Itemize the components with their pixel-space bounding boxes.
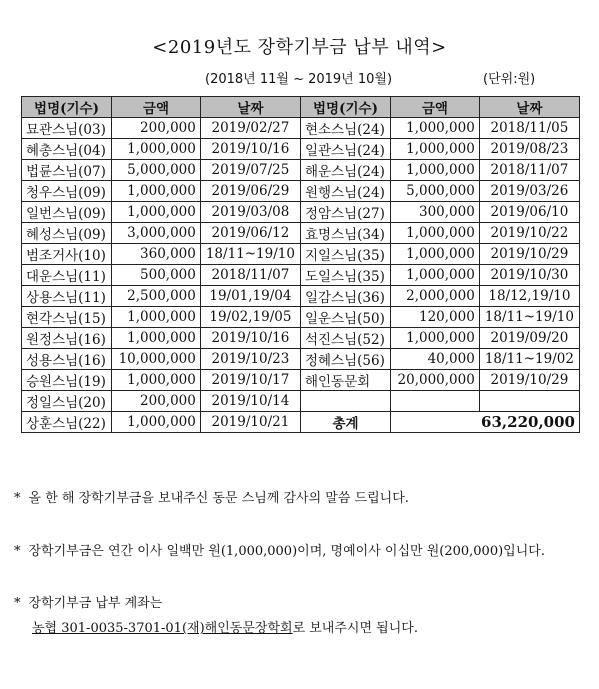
donation-amount: 1,000,000 [112,202,201,223]
donor-name: 일관스님(24) [300,139,390,160]
donation-table [21,96,580,433]
table-row [22,286,580,307]
donation-date: 2019/10/21 [200,412,300,433]
table-row [22,223,580,244]
donor-name: 성용스님(16) [22,349,112,370]
donation-amount: 3,000,000 [112,223,201,244]
donation-amount: 1,000,000 [112,412,201,433]
donation-amount: 40,000 [391,349,480,370]
donor-name: 일운스님(50) [300,307,390,328]
donor-name: 지일스님(35) [300,244,390,265]
donor-name: 일감스님(36) [300,286,390,307]
table-row [22,328,580,349]
donation-date: 2019/10/30 [479,265,579,286]
table-row [22,244,580,265]
note-dues-text: 장학기부금은 연간 이사 일백만 원(1,000,000)이며, 명예이사 이십만 원(200,000)입니다. [28,544,545,559]
donation-amount: 1,000,000 [112,139,201,160]
donation-date: 19/01,19/04 [200,286,300,307]
header-date-right: 날짜 [479,97,579,118]
donor-name: 정혜스님(56) [300,349,390,370]
header-date-left: 날짜 [200,97,300,118]
donor-name: 해인동문회 [300,370,390,391]
donor-name: 혜총스님(04) [22,139,112,160]
donor-name: 효명스님(34) [300,223,390,244]
donor-name: 묘관스님(03) [22,118,112,139]
donation-date: 18/11~19/10 [479,307,579,328]
donation-date: 2019/10/16 [200,139,300,160]
donation-amount: 5,000,000 [391,181,480,202]
donation-amount: 2,000,000 [391,286,480,307]
page-title: <2019년도 장학기부금 납부 내역> [152,37,447,58]
donation-amount: 1,000,000 [391,160,480,181]
donation-date: 18/12,19/10 [479,286,579,307]
note-thanks [14,487,409,506]
donor-name: 현각스님(15) [22,307,112,328]
note-account-intro: 장학기부금 납부 계좌는 [28,596,163,611]
donation-date: 2019/10/23 [200,349,300,370]
donation-amount: 200,000 [112,391,201,412]
note-bullet: * [14,491,21,506]
header-amount-right: 금액 [391,97,480,118]
table-row [22,370,580,391]
total-value: 63,220,000 [391,412,580,433]
donation-amount: 1,000,000 [391,118,480,139]
donation-amount [391,391,480,412]
note-bullet: * [14,544,21,559]
donor-name: 상훈스님(22) [22,412,112,433]
donation-date: 2019/06/29 [200,181,300,202]
donation-amount: 1,000,000 [391,223,480,244]
table-row [22,412,580,433]
donor-name: 혜성스님(09) [22,223,112,244]
donation-amount: 2,500,000 [112,286,201,307]
donation-amount: 120,000 [391,307,480,328]
donor-name: 대운스님(11) [22,265,112,286]
donor-name: 정암스님(27) [300,202,390,223]
donation-amount: 360,000 [112,244,201,265]
unit-label: (단위:원) [483,72,536,87]
donation-date: 18/11~19/10 [200,244,300,265]
note-thanks-text: 올 한 해 장학기부금을 보내주신 동문 스님께 감사의 말씀 드립니다. [28,491,409,506]
table-row [22,118,580,139]
account-line [32,617,418,636]
donation-date: 2018/11/07 [479,160,579,181]
donation-date: 2019/09/20 [479,328,579,349]
donor-name: 상용스님(11) [22,286,112,307]
donation-date: 2019/10/22 [479,223,579,244]
note-dues [14,540,545,559]
donation-date [479,391,579,412]
donor-name: 정일스님(20) [22,391,112,412]
table-row [22,307,580,328]
table-row [22,181,580,202]
table-row [22,391,580,412]
table-header-row [22,97,580,118]
donation-amount: 1,000,000 [391,328,480,349]
donation-date: 19/02,19/05 [200,307,300,328]
donation-date: 2019/10/17 [200,370,300,391]
table-row [22,139,580,160]
donation-date: 2019/02/27 [200,118,300,139]
donation-date: 2019/10/29 [479,244,579,265]
donation-amount: 1,000,000 [112,307,201,328]
donation-date: 2018/11/05 [479,118,579,139]
donation-amount: 1,000,000 [112,370,201,391]
donor-name: 해운스님(24) [300,160,390,181]
donation-amount: 1,000,000 [112,328,201,349]
donation-date: 2019/08/23 [479,139,579,160]
donor-name: 도일스님(35) [300,265,390,286]
note-account [14,592,162,611]
donor-name: 청우스님(09) [22,181,112,202]
donation-amount: 10,000,000 [112,349,201,370]
donor-name: 석진스님(52) [300,328,390,349]
donation-amount: 500,000 [112,265,201,286]
donation-amount: 1,000,000 [391,265,480,286]
donation-date: 2019/03/08 [200,202,300,223]
donor-name: 법륜스님(07) [22,160,112,181]
donation-date: 2019/03/26 [479,181,579,202]
donor-name: 현소스님(24) [300,118,390,139]
donor-name: 원정스님(16) [22,328,112,349]
donor-name: 범조거사(10) [22,244,112,265]
donation-date: 2019/06/10 [479,202,579,223]
donation-amount: 300,000 [391,202,480,223]
total-label: 총계 [300,412,390,433]
donor-name: 승원스님(19) [22,370,112,391]
note-bullet: * [14,596,21,611]
donation-date: 2019/06/12 [200,223,300,244]
donor-name [300,391,390,412]
account-number: 농협 301-0035-3701-01(재)해인동문장학회 [32,621,293,636]
header-amount-left: 금액 [112,97,201,118]
donation-date: 2019/07/25 [200,160,300,181]
table-row [22,160,580,181]
donation-date: 18/11~19/02 [479,349,579,370]
donation-date: 2019/10/14 [200,391,300,412]
donation-amount: 20,000,000 [391,370,480,391]
donation-date: 2018/11/07 [200,265,300,286]
donor-name: 원행스님(24) [300,181,390,202]
donation-amount: 200,000 [112,118,201,139]
donation-date: 2019/10/29 [479,370,579,391]
donor-name: 일번스님(09) [22,202,112,223]
table-row [22,349,580,370]
table-row [22,265,580,286]
table-row [22,202,580,223]
donation-amount: 1,000,000 [391,139,480,160]
donation-amount: 1,000,000 [391,244,480,265]
donation-amount: 5,000,000 [112,160,201,181]
account-suffix: 로 보내주시면 됩니다. [292,621,418,636]
donation-amount: 1,000,000 [112,181,201,202]
header-name-right: 법명(기수) [300,97,390,118]
period-label: (2018년 11월 ~ 2019년 10월) [205,72,393,87]
header-name-left: 법명(기수) [22,97,112,118]
donation-date: 2019/10/16 [200,328,300,349]
